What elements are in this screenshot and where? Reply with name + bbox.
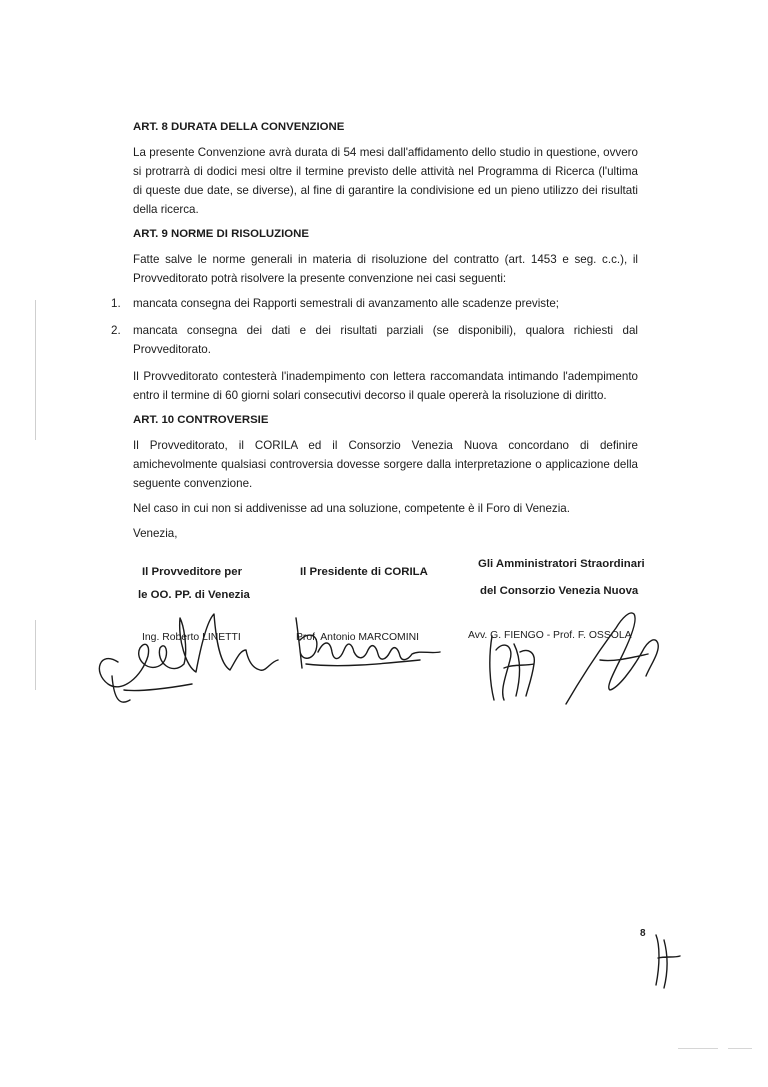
art9-closing: Il Provveditorato contesterà l'inadempimento con lettera raccomandata intimando l'adempimento entro il termine di 60 giorni solari consecutivi decorso il quale opererà la risoluzione di diritto.: [133, 370, 638, 402]
list-item-text: mancata consegna dei Rapporti semestrali di avanzamento alle scadenze previste;: [133, 297, 559, 310]
signature-marcomini: [296, 618, 440, 668]
signatory-3-name: Avv. G. FIENGO - Prof. F. OSSOLA: [468, 630, 632, 641]
art10-jurisdiction: Nel caso in cui non si addivenisse ad una soluzione, competente è il Foro di Venezia.: [133, 502, 570, 515]
scan-artifact-line: [35, 620, 36, 690]
art10-text: Il Provveditorato, il CORILA ed il Consorzio Venezia Nuova concordano di definire amichevolmente qualsiasi controversia dovesse sorgere dalla interpretazione o applicazione della seguente convenzione.: [133, 439, 638, 490]
signatory-3-subtitle: del Consorzio Venezia Nuova: [480, 585, 639, 597]
list-item-text: mancata consegna dei dati e dei risultati parziali (se disponibili), qualora richiesti dal Provveditorato.: [133, 324, 638, 356]
signatory-2-name: Prof. Antonio MARCOMINI: [296, 632, 419, 643]
signatory-1-name: Ing. Roberto LINETTI: [142, 632, 241, 643]
scan-artifact-dash: [678, 1048, 718, 1049]
signature-fiengo: [490, 636, 534, 700]
place-line: Venezia,: [133, 527, 178, 540]
signatory-1-subtitle: le OO. PP. di Venezia: [138, 589, 250, 601]
art10-heading: ART. 10 CONTROVERSIE: [133, 414, 269, 426]
list-item: [111, 294, 638, 313]
art8-heading: ART. 8 DURATA DELLA CONVENZIONE: [133, 121, 345, 133]
art9-heading: ART. 9 NORME DI RISOLUZIONE: [133, 228, 309, 240]
initials-margin: [656, 935, 680, 988]
signature-ossola: [566, 613, 658, 704]
page-number: 8: [640, 928, 646, 939]
signatory-1-title: Il Provveditore per: [142, 566, 243, 578]
list-item-number: 1.: [111, 297, 121, 310]
signature-linetti: [99, 614, 278, 702]
list-item: [111, 321, 638, 359]
art9-list: [111, 294, 638, 359]
list-item-number: 2.: [111, 324, 121, 337]
scan-artifact-dash: [728, 1048, 752, 1049]
signatory-2-title: Il Presidente di CORILA: [300, 566, 428, 578]
signatory-3-title: Gli Amministratori Straordinari: [478, 558, 645, 570]
art8-text: La presente Convenzione avrà durata di 54 mesi dall'affidamento dello studio in questione, ovvero si protrarrà di dodici mesi oltre il termine previsto delle attività nel Programma di Ricerca (l'ultima di queste due date, se diverse), al fine di garantire la condivisione ed un pieno utilizzo dei risultati della ricerca.: [133, 146, 638, 216]
document-body: [111, 118, 638, 543]
scan-artifact-line: [35, 300, 36, 440]
art9-intro: Fatte salve le norme generali in materia di risoluzione del contratto (art. 1453 e seg. c.c.), il Provveditorato potrà risolvere la presente convenzione nei casi seguenti:: [133, 253, 638, 285]
